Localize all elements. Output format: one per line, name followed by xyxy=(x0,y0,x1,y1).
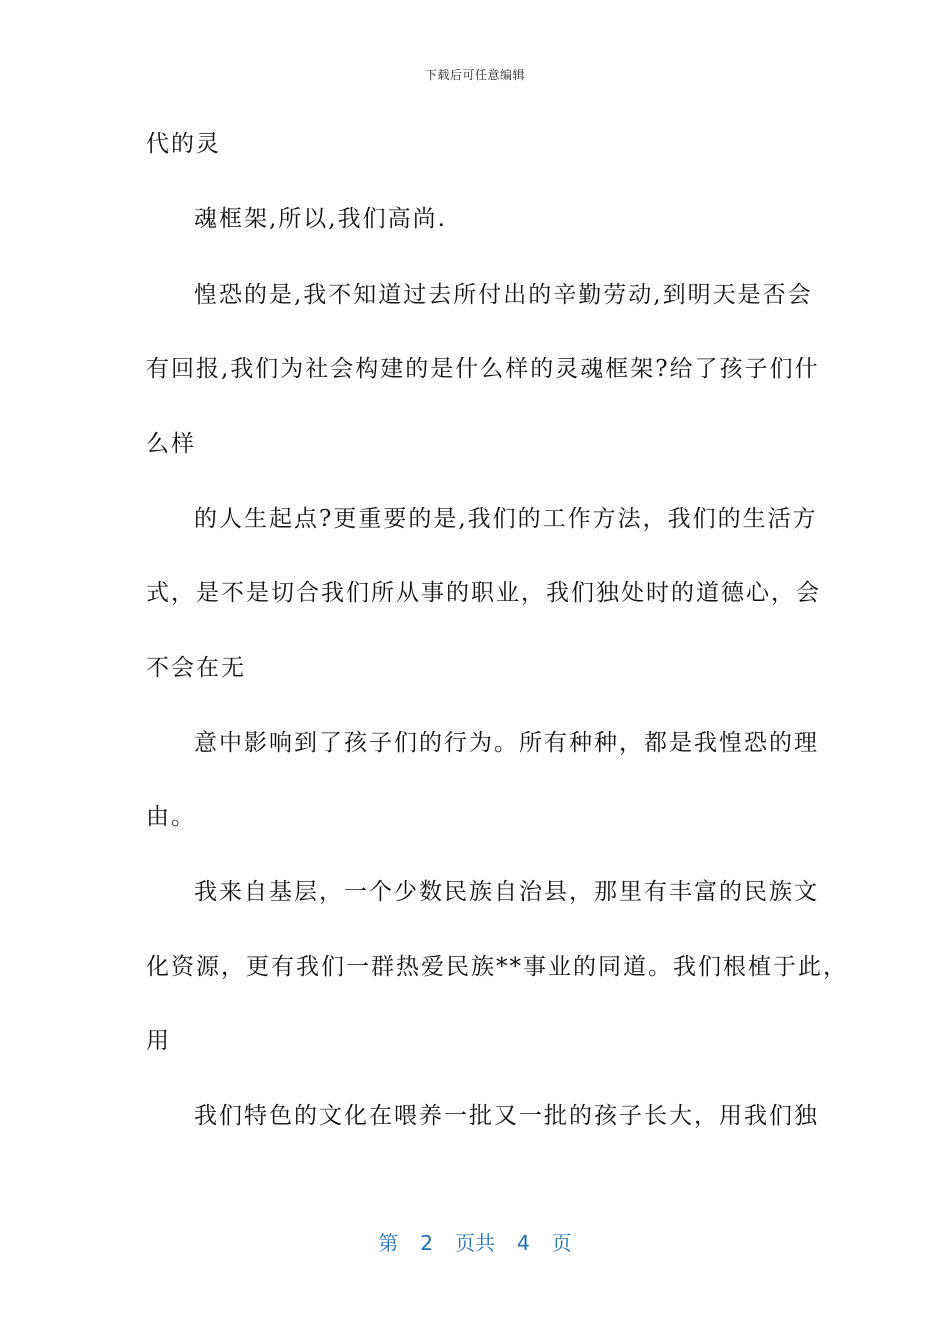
page-number-footer xyxy=(0,1227,950,1256)
body-text-line: 不会在无 xyxy=(146,655,246,681)
body-text-line: 用 xyxy=(146,1028,171,1054)
page-header: 下载后可任意编辑 xyxy=(424,68,525,82)
body-text-line: 式，是不是切合我们所从事的职业，我们独处时的道德心，会 xyxy=(146,580,821,606)
body-text-line: 的人生起点?更重要的是,我们的工作方法，我们的生活方 xyxy=(194,506,818,532)
page-suffix: 页 xyxy=(551,1231,572,1255)
body-text-line: 惶恐的是,我不知道过去所付出的辛勤劳动,到明天是否会 xyxy=(194,282,813,308)
body-text-line: 由。 xyxy=(146,804,196,830)
body-text-line: 有回报,我们为社会构建的是什么样的灵魂框架?给了孩子们什 xyxy=(146,356,820,382)
body-text-line: 意中影响到了孩子们的行为。所有种种，都是我惶恐的理 xyxy=(194,730,819,756)
body-text-line: 化资源，更有我们一群热爱民族**事业的同道。我们根植于此， xyxy=(146,954,848,980)
body-text-line: 代的灵 xyxy=(146,131,221,157)
body-text-line: 么样 xyxy=(146,431,196,457)
page-total: 4 xyxy=(517,1231,530,1255)
body-text-line: 我来自基层，一个少数民族自治县，那里有丰富的民族文 xyxy=(194,879,819,905)
page-prefix: 第 xyxy=(378,1231,399,1255)
page-middle: 页共 xyxy=(455,1231,495,1255)
body-text-line: 我们特色的文化在喂养一批又一批的孩子长大，用我们独 xyxy=(194,1103,819,1129)
body-text-line: 魂框架,所以,我们高尚. xyxy=(194,206,447,232)
page-current: 2 xyxy=(420,1231,433,1255)
